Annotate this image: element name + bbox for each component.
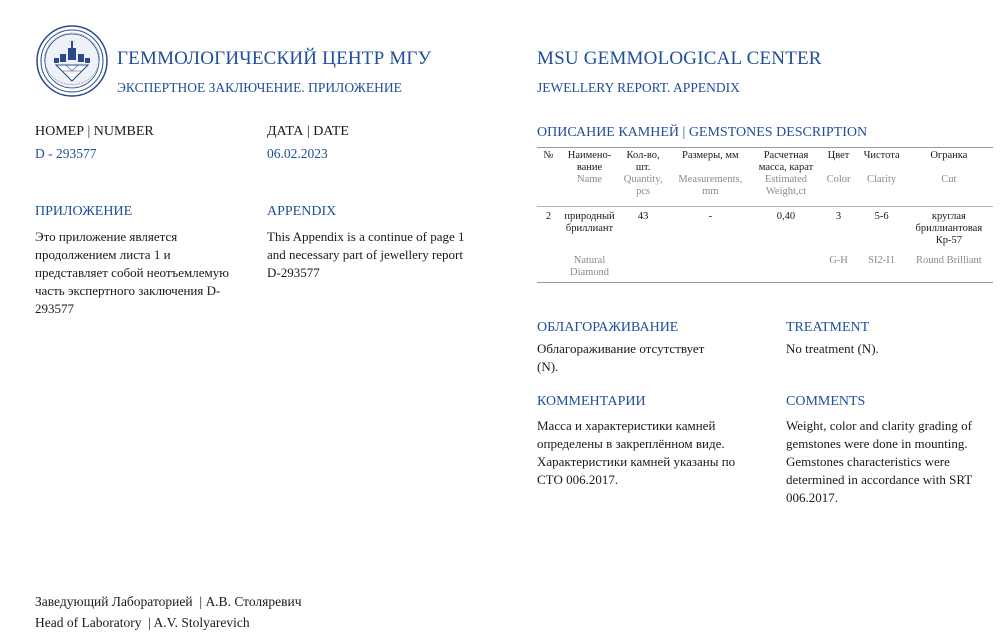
appendix-title-en: APPENDIX <box>267 204 337 219</box>
gemstones-title: ОПИСАНИЕ КАМНЕЙ | GEMSTONES DESCRIPTION <box>537 125 868 140</box>
header-cell-en: Clarity <box>867 174 897 185</box>
header-cell: Наимено-вание <box>567 150 612 173</box>
subtitle-ru: ЭКСПЕРТНОЕ ЗАКЛЮЧЕНИЕ. ПРИЛОЖЕНИЕ <box>117 80 402 95</box>
header-cell-en: Estimated Weight,ct <box>764 174 807 197</box>
comments-text-en: Weight, color and clarity grading of gemstones were done in mounting. Gemstones characteristics were determined in accordance with SRT 006.2017. <box>786 418 972 505</box>
title-ru: ГЕММОЛОГИЧЕСКИЙ ЦЕНТР МГУ <box>117 48 432 69</box>
header-cell-en: Quantity, pcs <box>623 174 663 197</box>
table-cell-en: Natural Diamond <box>569 255 610 278</box>
table-cell-en <box>667 247 753 283</box>
table-cell: 2 <box>545 211 552 222</box>
appendix-text-en: This Appendix is a continue of page 1 and necessary part of jewellery report D-293577 <box>267 229 465 280</box>
table-cell-en <box>753 247 818 283</box>
table-cell: 0,40 <box>776 211 796 222</box>
table-row <box>537 207 993 247</box>
header-cell-en <box>537 174 560 207</box>
number-value: D - 293577 <box>35 146 97 161</box>
signature-en: Head of Laboratory | A.V. Stolyarevich <box>35 615 250 630</box>
date-value: 06.02.2023 <box>267 146 328 161</box>
header-cell: № <box>543 150 554 161</box>
table-row-en <box>537 247 993 283</box>
signature-ru: Заведующий Лабораторией | А.В. Столяревич <box>35 594 302 609</box>
appendix-text-ru: Это приложение является продолжением листа 1 и представляет собой неотъемлемую часть экспертного заключения D-293577 <box>35 229 229 316</box>
table-cell-en: G-H <box>829 255 848 266</box>
header-cell-en: Measurements, mm <box>678 174 743 197</box>
table-cell-en <box>537 247 560 283</box>
comments-text-ru: Масса и характеристики камней определены в закреплённом виде. Характеристики камней указаны по СТО 006.2017. <box>537 418 736 487</box>
header-cell-en: Color <box>826 174 851 185</box>
header-cell: Кол-во, шт. <box>626 150 660 173</box>
header-cell-en: Cut <box>941 174 957 185</box>
table-cell: 5-6 <box>874 211 889 222</box>
title-en: MSU GEMMOLOGICAL CENTER <box>537 48 822 69</box>
table-cell-en: Round Brilliant <box>916 255 982 266</box>
table-cell: - <box>708 211 713 222</box>
gemstones-table <box>537 147 993 283</box>
treatment-text-ru: Облагораживание отсутствует (N). <box>537 341 705 374</box>
treatment-text-en: No treatment (N). <box>786 341 879 356</box>
header-cell-en: Name <box>576 174 603 185</box>
table-cell: круглая бриллиантовая Кр-57 <box>915 211 983 246</box>
msu-logo-icon <box>36 25 108 97</box>
table-cell: 43 <box>637 211 649 222</box>
table-cell-en <box>619 247 667 283</box>
comments-title-ru: КОММЕНТАРИИ <box>537 394 646 409</box>
table-header-ru <box>537 148 993 174</box>
subtitle-en: JEWELLERY REPORT. APPENDIX <box>537 80 740 95</box>
header-cell: Огранка <box>930 150 968 161</box>
table-cell-en: SI2-I1 <box>868 255 896 266</box>
date-label: ДАТА | DATE <box>267 124 349 139</box>
table-header-en <box>537 174 993 207</box>
header-cell: Цвет <box>827 150 850 161</box>
number-label: НОМЕР | NUMBER <box>35 124 154 139</box>
appendix-title-ru: ПРИЛОЖЕНИЕ <box>35 204 133 219</box>
header-cell: Чистота <box>863 150 900 161</box>
header-cell: Размеры, мм <box>682 150 739 161</box>
comments-title-en: COMMENTS <box>786 394 866 409</box>
treatment-title-ru: ОБЛАГОРАЖИВАНИЕ <box>537 320 679 335</box>
table-cell: 3 <box>835 211 842 222</box>
treatment-title-en: TREATMENT <box>786 320 870 335</box>
header-cell: Расчетная масса, карат <box>758 150 814 173</box>
table-cell: природный бриллиант <box>564 211 615 234</box>
